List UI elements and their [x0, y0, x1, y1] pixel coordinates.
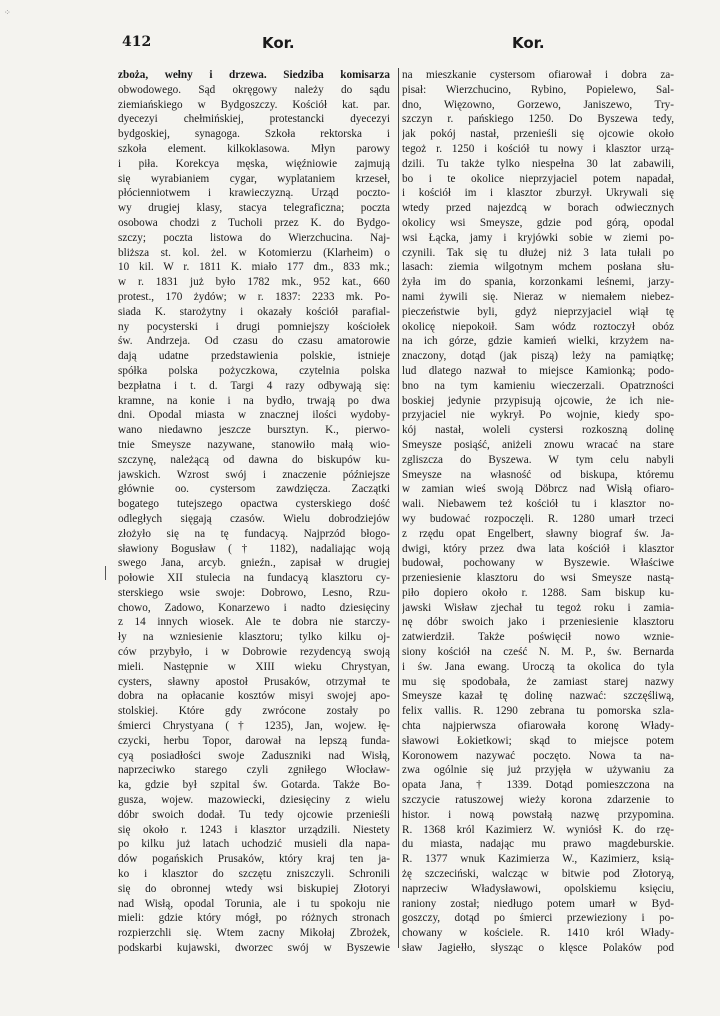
- text-line: okolicy wsi Smeysze, gdzie pod górą, opodal: [402, 216, 674, 229]
- text-line: swego Jana, arcyb. gnieźn., zapisał w drugiej: [118, 557, 390, 570]
- text-line: gusza, wojew. mazowiecki, dziesięciny z wielu: [118, 794, 390, 807]
- text-line: ców przybyło, i w Dobrowie rezydencyą swoją: [118, 646, 390, 659]
- text-line: cysters, sławny apostoł Prusaków, otrzymał te: [118, 675, 390, 688]
- text-line: czycki, herbu Topor, darował na lepszą funda-: [118, 734, 390, 747]
- text-line: bogatego tutejszego opactwa cysterskiego dość: [118, 498, 390, 511]
- text-line: przeniesienie klasztoru do wsi Smeysze nastą-: [402, 572, 674, 585]
- text-line: zgliszcza do Byszewa. W tym celu nabyli: [402, 453, 674, 466]
- page-header: [0, 34, 720, 56]
- text-line: szkoła element. kilkoklasowa. Młyn parowy: [118, 142, 390, 155]
- text-line: szczy; poczta listowa do Wierzchucina. Naj-: [118, 231, 390, 244]
- text-line: dają udatne przedstawienia polskie, istnieje: [118, 350, 390, 363]
- text-line: i św. Jana ewang. Uroczą ta okolica do tyla: [402, 660, 674, 673]
- running-head-right: Kor.: [512, 34, 545, 52]
- text-columns: [118, 68, 684, 955]
- text-line: obwodowego. Sąd okręgowy należy do sądu: [118, 83, 390, 96]
- text-line: raniony został; niedługo potem umarł w Byd-: [402, 897, 674, 910]
- text-line: jak pokój nastał, przenieśli się ojcowie około: [402, 128, 674, 141]
- text-line: jawski Wisław zjechał tu tegoż roku i zamia-: [402, 601, 674, 614]
- text-line: nad Wisłą, opodal Torunia, ale i tu spokoju nie: [118, 897, 390, 910]
- text-line: płócienniotwem i krawieczyzną. Urząd poczto-: [118, 187, 390, 200]
- text-line: sław Jagiełło, słysząc o klęsce Polaków pod: [402, 942, 674, 955]
- text-line: głównie oo. cystersom zawdzięcza. Zaczątki: [118, 483, 390, 496]
- scan-corner-mark: ⁘: [4, 8, 11, 17]
- text-line: wy budować rozpoczęli. R. 1280 umarł trzeci: [402, 512, 674, 525]
- text-line: du miasta, nadając mu prawo magdeburskie.: [402, 838, 674, 851]
- text-line: zatwierdził. Także poświęcił nowo wznie-: [402, 631, 674, 644]
- text-line: sterskiego wsie swoje: Dobrowo, Lesno, Rzu-: [118, 586, 390, 599]
- text-line: tnie Smeysze nazywane, stanowiło małą wio-: [118, 438, 390, 451]
- text-line: znaczony, dotąd (jak piszą) leży na pamiątkę;: [402, 350, 674, 363]
- text-line: Smeysze na własność od biskupa, któremu: [402, 468, 674, 481]
- margin-mark: [105, 566, 106, 580]
- text-line: szczycie ratuszowej wieży korona zdarzenie to: [402, 794, 674, 807]
- text-line: okolicę niepokoił. Sam wódz roztoczył obóz: [402, 320, 674, 333]
- text-line: R. 1377 wnuk Kazimierza W., Kazimierz, ksią-: [402, 853, 674, 866]
- text-line: wsi Łącka, jamy i kryjówki sobie w ziemi po-: [402, 231, 674, 244]
- text-line: ka, gdzie był szpital św. Gotarda. Także Bo-: [118, 779, 390, 792]
- text-line: bliższa st. kol. żel. w Kotomierzu (Klarheim) o: [118, 246, 390, 259]
- text-line: pieczeństwie byli, gdyż nieprzyjaciel wiął tę: [402, 305, 674, 318]
- text-line: stolskiej. Które gdy zwrócone zostały po: [118, 705, 390, 718]
- text-line: dwigi, który przez dwa lata kościół i klasztor: [402, 542, 674, 555]
- text-line: ny pocysterski i drugi pomniejszy kościołek: [118, 320, 390, 333]
- text-line: wano niedawno jeszcze bursztyn. K., pierwo-: [118, 424, 390, 437]
- text-line: chowo, Zadowo, Konarzewo i nadto dziesięciny: [118, 601, 390, 614]
- text-line: św. Andrzeja. Od czasu do czasu amatorowie: [118, 335, 390, 348]
- text-line: histor. i nową powstałą nazwę przypomina.: [402, 808, 674, 821]
- text-line: i piła. Korekcya męska, więźniowie zajmują: [118, 157, 390, 170]
- text-line: bydgoskiej, synagoga. Szkoła rektorska i: [118, 128, 390, 141]
- text-line: zwa ogólnie się już przyjęła w używaniu za: [402, 764, 674, 777]
- text-line: bno na tym kamieniu wieczerzali. Opatrzności: [402, 379, 674, 392]
- text-line: sławiony Bogusław († 1182), nadaliając woją: [118, 542, 390, 555]
- text-line: boskiej jedynie przypisują ojcowie, że ich nie-: [402, 394, 674, 407]
- text-line: ły na wzniesienie klasztoru; tylko kilku oj-: [118, 631, 390, 644]
- text-line: wy drugiej klasy, stacya telegraficzna; poczta: [118, 202, 390, 215]
- text-line: lud dlatego nazwał to miejsce Kamionką; podo-: [402, 364, 674, 377]
- text-line: sławowi Łokietkowi; skąd to miejsce potem: [402, 734, 674, 747]
- text-line: cyą posiadłości swoje Zaduszniki nad Wisłą,: [118, 749, 390, 762]
- text-line: naprzeciwko starego czyli zgniłego Włocław-: [118, 764, 390, 777]
- text-line: Koronowem nazywać poczęto. Nowa ta na-: [402, 749, 674, 762]
- text-line: goszczy, dotąd po śmierci przewieziony i po-: [402, 912, 674, 925]
- text-line: śmierci Chrystyana († 1235), Jan, wojew. łę-: [118, 720, 390, 733]
- text-line: dów pogańskich Prusaków, który kraj ten ja-: [118, 853, 390, 866]
- text-line: się do obronnej wtedy wsi biskupiej Złotoryi: [118, 882, 390, 895]
- text-line: mieli: gdzie który mógł, po różnych stronach: [118, 912, 390, 925]
- text-line: szczyn r. pańskiego 1250. Do Byszewa tedy,: [402, 113, 674, 126]
- page-number: 412: [122, 34, 152, 50]
- text-line: dno, Więzowno, Gorzewo, Janiszewo, Try-: [402, 98, 674, 111]
- text-line: żyła im do spania, korzonkami leśnemi, jarzy-: [402, 276, 674, 289]
- text-line: przyjaciel nie wykrył. Po wojnie, kiedy spo-: [402, 409, 674, 422]
- text-line: z rzędu opat Engelbert, sławny biograf św. Ja-: [402, 527, 674, 540]
- text-line: 10 kil. W r. 1811 K. miało 177 dm., 833 mk.;: [118, 261, 390, 274]
- text-line: pisał: Wierzchucino, Rybino, Popielewo, Sal-: [402, 83, 674, 96]
- text-line: osobowa chodzi z Tucholi przez K. do Bydgo-: [118, 216, 390, 229]
- text-line: połowie XII stulecia na fundacyą klasztoru cy-: [118, 572, 390, 585]
- text-line: wtedy przed najezdcą w borach odwiecznych: [402, 202, 674, 215]
- text-line: Smeysze kazał tę dolinę nazwać: szczęśliwą,: [402, 690, 674, 703]
- text-line: spółka polska pożyczkowa, czytelnia polska: [118, 364, 390, 377]
- text-line: dobra na opłacanie kosztów misyi swojej apo-: [118, 690, 390, 703]
- text-line: dzili. Tu także tylko niespełna 30 lat zabawili,: [402, 157, 674, 170]
- text-line: naprzeciw Władysławowi, opolskiemu księciu,: [402, 882, 674, 895]
- text-line: się wyrabianiem cygar, wyplataniem krzeseł,: [118, 172, 390, 185]
- text-line: podskarbi kujawski, dworzec swój w Byszewie: [118, 942, 390, 955]
- text-line: rozpierzchli się. Wtem zacny Mikołaj Zbrożek,: [118, 927, 390, 940]
- text-line: i kościół im i klasztor zburzył. Ukrywali się: [402, 187, 674, 200]
- right-column: [402, 68, 674, 956]
- text-line: bezpłatna i t. d. Targi 4 razy odbywają się:: [118, 379, 390, 392]
- text-line: szczynę, należącą od dawna do biskupów ku-: [118, 453, 390, 466]
- text-line: mieli. Następnie w XIII wieku Chrystyan,: [118, 660, 390, 673]
- text-line: w zamian wieś swoją Döbrcz nad Wisłą ofiaro-: [402, 483, 674, 496]
- text-line: dóbr swoich dodał. Tu tedy ojcowie przenieśli: [118, 808, 390, 821]
- text-line: w r. 1831 już było 1782 mk., 952 kat., 660: [118, 276, 390, 289]
- text-line: kój nastał, woleli cystersi rozkoszną dolinę: [402, 424, 674, 437]
- running-head-left: Kor.: [262, 34, 295, 52]
- text-line: kramne, na konie i na bydło, trwają po dwa: [118, 394, 390, 407]
- text-line: złożyło się na tę fundacyą. Najprzód błogo-: [118, 527, 390, 540]
- text-line: R. 1368 król Kazimierz W. wyniósł K. do rzę-: [402, 823, 674, 836]
- text-line: odległych sięgają czasów. Wielu dobrodziejów: [118, 512, 390, 525]
- text-line: nę dóbr swoich jako i przeniesienie klasztoru: [402, 616, 674, 629]
- text-line: ziemiańskiego w Bydgoszczy. Kościół kat. par.: [118, 98, 390, 111]
- text-line: wali. Niebawem też kościół tu i klasztor no-: [402, 498, 674, 511]
- text-line: na mieszkanie cystersom ofiarował i dobra za-: [402, 69, 674, 81]
- text-line: mu się spodobała, że zamiast starej nazwy: [402, 675, 674, 688]
- text-line: z 14 innych wiosek. Ale te dobra nie starczy-: [118, 616, 390, 629]
- text-line: siony kościół na cześć N. M. P., św. Bernarda: [402, 646, 674, 659]
- text-line: budował, pochowany w Byszewie. Właściwe: [402, 557, 674, 570]
- text-line: chowany w kościele. R. 1410 król Włady-: [402, 927, 674, 940]
- text-line: czynili. Tak się tu dłużej niż 3 lata tułali po: [402, 246, 674, 259]
- text-line: lasach: ziemia wilgotnym mchem posłana słu-: [402, 261, 674, 274]
- text-line: się około r. 1243 i klasztor urządzili. Niestety: [118, 823, 390, 836]
- text-line: bo i te okolice nieprzyjaciel potem napadał,: [402, 172, 674, 185]
- text-line: po kilku już latach uchodzić musieli dla napa-: [118, 838, 390, 851]
- text-line: piło dopiero około r. 1288. Sam biskup ku-: [402, 586, 674, 599]
- text-line: tegoż r. 1250 i kościół tu nowy i klasztor urzą-: [402, 142, 674, 155]
- text-line: opata Jana, † 1339. Dotąd pomieszczona na: [402, 779, 674, 792]
- text-line: na ich górze, gdzie kamień wielki, krzyżem na-: [402, 335, 674, 348]
- text-line: dyecezyi chełmińskiej, protestancki dyecezyi: [118, 113, 390, 126]
- text-line: dni. Opodal miasta w znacznej ilości wydoby-: [118, 409, 390, 422]
- text-line: nami żywili się. Nieraz w niemałem niebez-: [402, 290, 674, 303]
- text-line: chta najpierwsza ofiarowała koronę Włady-: [402, 720, 674, 733]
- left-column: [118, 68, 390, 956]
- text-line: jawskich. Wzrost swój i znaczenie późniejsze: [118, 468, 390, 481]
- text-line: ko i klasztor do szczętu zniszczyli. Schronili: [118, 868, 390, 881]
- text-line: żę szczeciński, walcząc w bitwie pod Złotoryą,: [402, 868, 674, 881]
- text-line: Smeysze posiąść, aniżeli znowu wracać na stare: [402, 438, 674, 451]
- text-line: felix vallis. R. 1290 zebrana tu pomorska szla-: [402, 705, 674, 718]
- text-line: siada K. starożytny i okazały kościół parafial-: [118, 305, 390, 318]
- text-line: protest., 170 żydów; w r. 1837: 2233 mk. Po-: [118, 290, 390, 303]
- text-line: zboża, wełny i drzewa. Siedziba komisarza: [118, 69, 390, 81]
